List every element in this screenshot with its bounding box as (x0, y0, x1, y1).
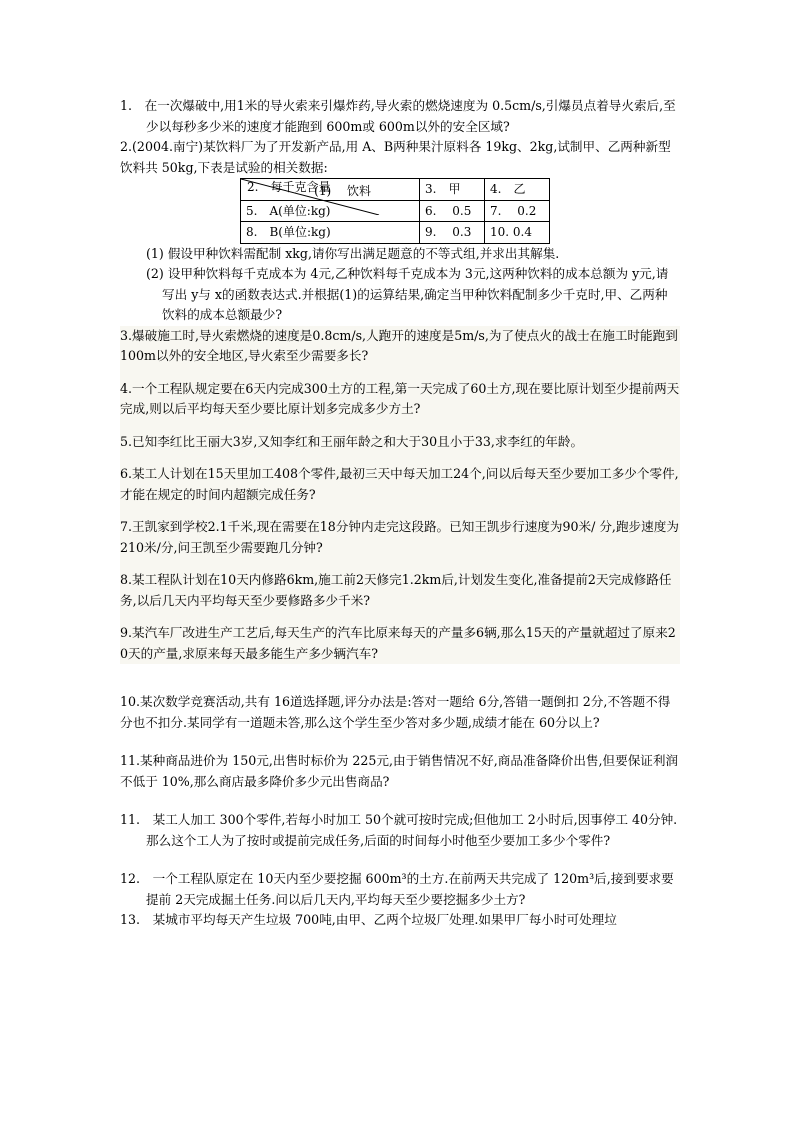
row-a-jia: 6. 0.5 (420, 200, 485, 222)
row-a-yi: 7. 0.2 (485, 200, 550, 222)
header-jia: 3. 甲 (420, 179, 485, 201)
row-b-label: 8. B(单位:kg) (241, 222, 420, 244)
question-9: 9.某汽车厂改进生产工艺后,每天生产的汽车比原来每天的产量多6辆,那么15天的产量就超过了原来20天的产量,求原来每天最多能生产多少辆汽车? (120, 625, 676, 661)
row-b-jia: 9. 0.3 (420, 222, 485, 244)
header-drink: (1) 饮料 (314, 184, 371, 198)
question-5: 5.已知李红比王丽大3岁,又知李红和王丽年龄之和大于30且小于33,求李红的年龄。 (120, 433, 584, 449)
question-2-part-2: (2) 设甲种饮料每千克成本为 4元,乙种饮料每千克成本为 3元,这两种饮料的成本总额为 y元,请写出 y与 x的函数表达式.并根据(1)的运算结果,确定当甲种饮料配制多少千克时,甲、乙两种饮料的成本总额最少? (146, 266, 669, 322)
header-content: 2. 每千克含量 (247, 180, 331, 194)
row-a-label: 5. A(单位:kg) (241, 200, 420, 222)
worksheet (120, 96, 680, 931)
question-7: 7.王凯家到学校2.1千米,现在需要在18分钟内走完这段路。已知王凯步行速度为90米/ 分,跑步速度为210米/分,问王凯至少需要跑几分钟? (120, 519, 679, 555)
row-b-yi: 10. 0.4 (485, 222, 550, 244)
question-8: 8.某工程队计划在10天内修路6km,施工前2天修完1.2km后,计划发生变化,准备提前2天完成修路任务,以后几天内平均每天至少要修路多少千米? (120, 572, 672, 608)
question-6: 6.某工人计划在15天里加工408个零件,最初三天中每天加工24个,问以后每天至少要加工多少个零件,才能在规定的时间内超额完成任务? (120, 466, 679, 502)
header-yi: 4. 乙 (485, 179, 550, 201)
table-row (241, 222, 550, 244)
question-1: 1. 在一次爆破中,用1米的导火索来引爆炸药,导火索的燃烧速度为 0.5cm/s,引爆员点着导火索后,至少以每秒多少米的速度才能跑到 600m或 600m以外的安全区域? (120, 98, 676, 134)
question-13: 13. 某城市平均每天产生垃圾 700吨,由甲、乙两个垃圾厂处理.如果甲厂每小时可处理垃 (120, 912, 617, 927)
question-12: 12. 一个工程队原定在 10天内至少要挖掘 600m³的土方.在前两天共完成了 120m³后,接到要求要提前 2天完成掘土任务.问以后几天内,平均每天至少要挖掘多少土方? (120, 871, 674, 907)
question-4: 4.一个工程队规定要在6天内完成300土方的工程,第一天完成了60土方,现在要比原计划至少提前两天完成,则以后平均每天至少要比原计划多完成多少方土? (120, 380, 680, 416)
question-2: 2.(2004.南宁)某饮料厂为了开发新产品,用 A、B两种果汁原料各 19kg、2kg,试制甲、乙两种新型饮料共 50kg,下表是试验的相关数据: (120, 139, 671, 175)
question-11b: 11. 某工人加工 300个零件,若每小时加工 50个就可按时完成;但他加工 2小时后,因事停工 40分钟.那么这个工人为了按时或提前完成任务,后面的时间每小时他至少要加工多少个零件? (120, 812, 678, 848)
table-diagonal-header (241, 179, 420, 201)
shaded-block (120, 326, 680, 665)
question-10: 10.某次数学竞赛活动,共有 16道选择题,评分办法是:答对一题给 6分,答错一题倒扣 2分,不答题不得分也不扣分.某同学有一道题未答,那么这个学生至少答对多少题,成绩才能在 60分以上? (120, 694, 671, 730)
question-3: 3.爆破施工时,导火索燃烧的速度是0.8cm/s,人跑开的速度是5m/s,为了使点火的战士在施工时能跑到100m以外的安全地区,导火索至少需要多长? (120, 327, 678, 363)
question-11a: 11.某种商品进价为 150元,出售时标价为 225元,由于销售情况不好,商品准备降价出售,但要保证利润不低于 10%,那么商店最多降价多少元出售商品? (120, 753, 679, 789)
data-table (240, 178, 550, 244)
question-2-part-1: (1) 假设甲种饮料需配制 xkg,请你写出满足题意的不等式组,并求出其解集. (146, 245, 560, 261)
